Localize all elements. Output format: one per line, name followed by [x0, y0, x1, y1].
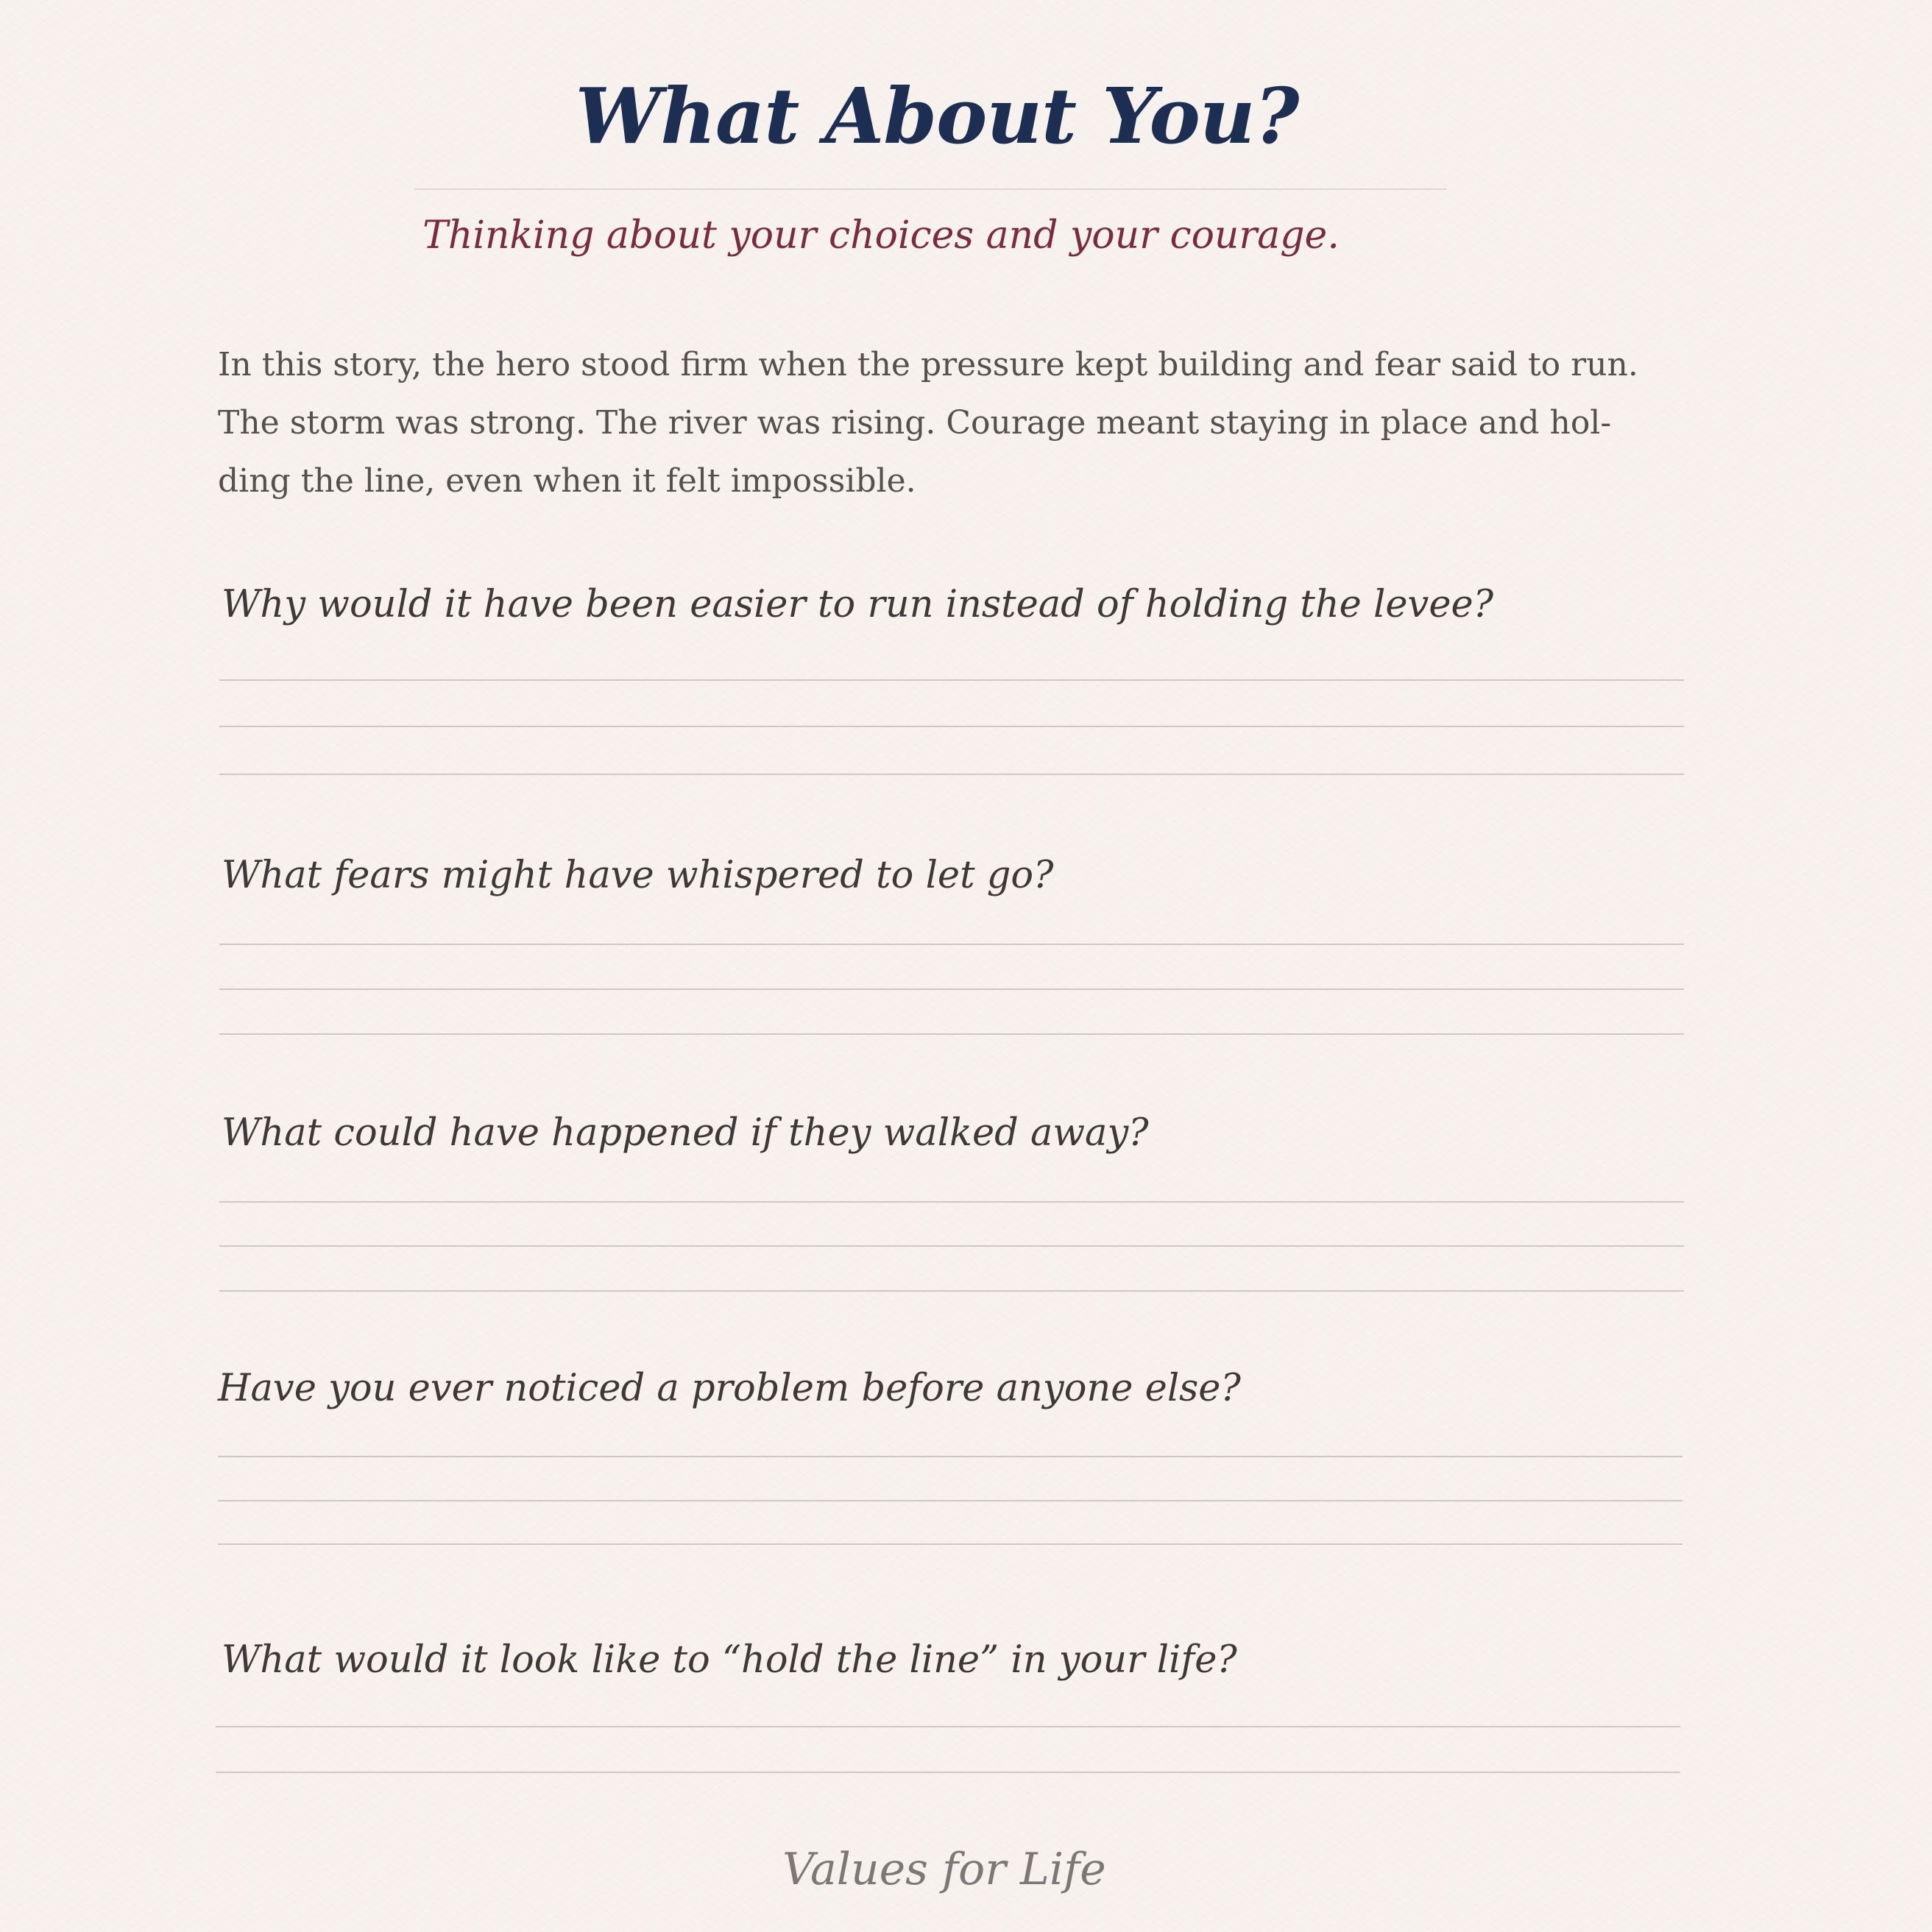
- answer-line[interactable]: [218, 1456, 1682, 1457]
- answer-line[interactable]: [219, 1290, 1684, 1292]
- answer-line[interactable]: [219, 1033, 1684, 1035]
- answer-line[interactable]: [219, 944, 1684, 945]
- intro-line: ding the line, even when it felt impossible.: [218, 462, 916, 500]
- question-4: Have you ever noticed a problem before anyone else?: [218, 1367, 1241, 1410]
- answer-line[interactable]: [216, 1772, 1680, 1773]
- question-5: What would it look like to “hold the line” in your life?: [222, 1638, 1237, 1682]
- answer-line[interactable]: [219, 1245, 1684, 1247]
- answer-line[interactable]: [219, 679, 1684, 681]
- answer-line[interactable]: [219, 1201, 1684, 1203]
- page-subtitle: Thinking about your choices and your courage.: [422, 213, 1340, 258]
- footer-brand: Values for Life: [782, 1844, 1106, 1895]
- question-1: Why would it have been easier to run instead of holding the levee?: [222, 583, 1494, 626]
- intro-paragraph: [218, 336, 1660, 510]
- answer-line[interactable]: [216, 1726, 1680, 1727]
- answer-line[interactable]: [219, 726, 1684, 727]
- answer-line[interactable]: [219, 774, 1684, 775]
- answer-line[interactable]: [218, 1500, 1682, 1501]
- answer-line[interactable]: [218, 1543, 1682, 1545]
- intro-line: In this story, the hero stood firm when the pressure kept building and fear said to run.: [218, 346, 1638, 383]
- question-2: What fears might have whispered to let go?: [222, 854, 1054, 897]
- intro-line: The storm was strong. The river was rising. Courage meant staying in place and hol-: [218, 404, 1612, 442]
- answer-line[interactable]: [219, 988, 1684, 990]
- title-divider: [414, 188, 1447, 190]
- page-title: What About You?: [575, 71, 1299, 161]
- question-3: What could have happened if they walked away?: [222, 1111, 1149, 1155]
